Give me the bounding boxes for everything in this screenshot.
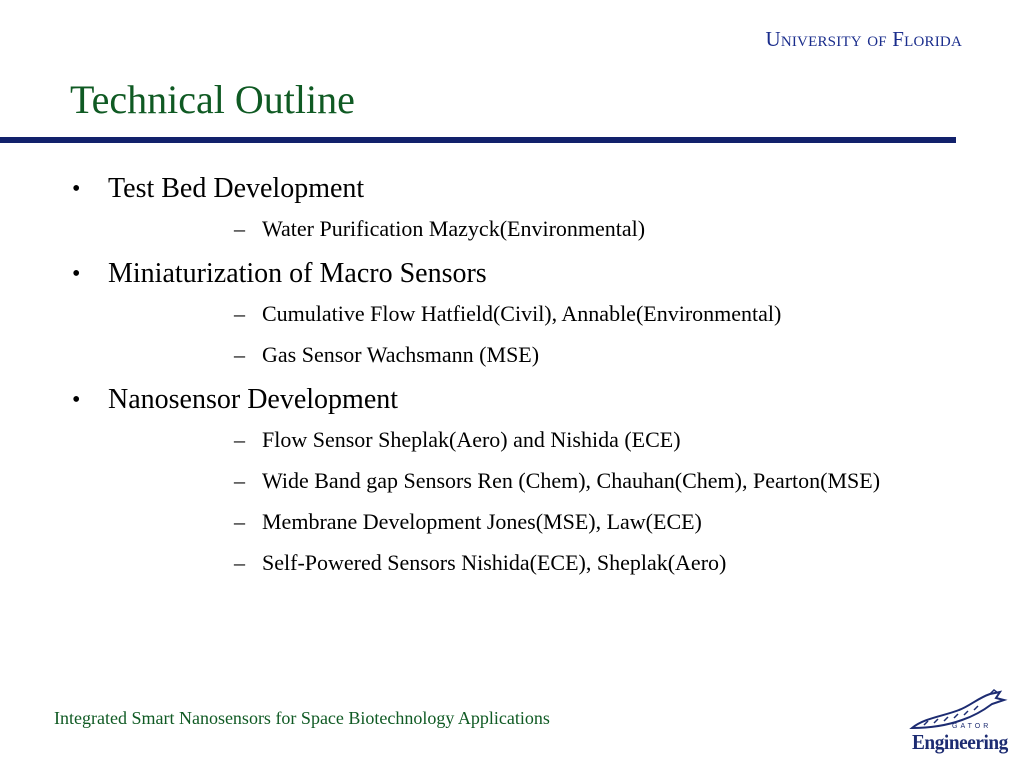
engineering-wordmark: Engineering (912, 730, 1008, 754)
sub-list (108, 214, 1000, 244)
sub-list (108, 425, 1000, 578)
dash-icon: – (234, 468, 245, 493)
dash-icon: – (234, 216, 245, 241)
dash-icon: – (234, 301, 245, 326)
bullet-icon: • (72, 261, 81, 287)
outline-item-label: Test Bed Development (108, 173, 365, 204)
sub-item-label: Water Purification Mazyck(Environmental) (262, 216, 646, 241)
sub-item-label: Cumulative Flow Hatfield(Civil), Annable(Environmental) (262, 301, 782, 326)
sub-list (108, 299, 1000, 370)
outline-item (0, 170, 1000, 244)
dash-icon: – (234, 550, 245, 575)
sub-item-label: Gas Sensor Wachsmann (MSE) (262, 342, 540, 367)
bullet-icon: • (72, 176, 81, 202)
sub-item-label: Membrane Development Jones(MSE), Law(ECE) (262, 509, 702, 534)
dash-icon: – (234, 342, 245, 367)
sub-item (108, 214, 1000, 244)
sub-item (108, 466, 1000, 496)
sub-item (108, 548, 1000, 578)
sub-item (108, 507, 1000, 537)
sub-item-label: Flow Sensor Sheplak(Aero) and Nishida (ECE) (262, 427, 681, 452)
university-name: University of Florida (765, 27, 962, 51)
footer-text: Integrated Smart Nanosensors for Space Biotechnology Applications (54, 708, 550, 728)
outline-item (0, 381, 1000, 578)
bullet-icon: • (72, 387, 81, 413)
slide-title: Technical Outline (70, 77, 355, 122)
gator-small-text: GATOR (952, 723, 992, 730)
sub-item (108, 425, 1000, 455)
outline-item-label: Nanosensor Development (108, 384, 399, 415)
dash-icon: – (234, 509, 245, 534)
title-divider (0, 137, 956, 143)
sub-item (108, 340, 1000, 370)
outline-item-label: Miniaturization of Macro Sensors (108, 258, 487, 289)
gator-engineering-logo (904, 688, 1014, 764)
sub-item-label: Wide Band gap Sensors Ren (Chem), Chauhan(Chem), Pearton(MSE) (262, 468, 881, 493)
sub-item-label: Self-Powered Sensors Nishida(ECE), Sheplak(Aero) (262, 550, 727, 575)
outline-list (0, 170, 1000, 589)
sub-item (108, 299, 1000, 329)
outline-item (0, 255, 1000, 370)
dash-icon: – (234, 427, 245, 452)
